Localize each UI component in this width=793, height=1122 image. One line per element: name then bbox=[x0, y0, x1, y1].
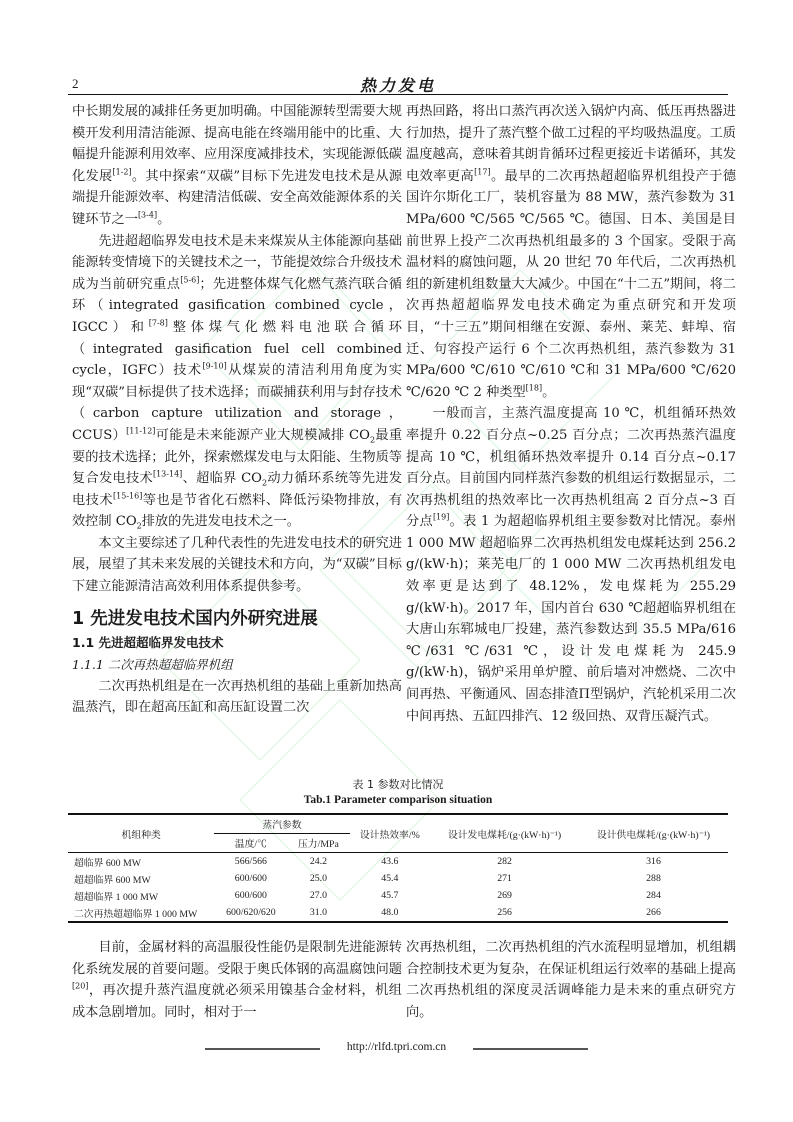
section-heading: 1 先进发电技术国内外研究进展 bbox=[72, 608, 318, 629]
table-caption-cn: 表 1 参数对比情况 bbox=[352, 778, 444, 791]
table-1 bbox=[68, 778, 728, 923]
table-row: 超超临界 600 MW 600/600 25.0 45.4 271 288 bbox=[74, 873, 661, 886]
parameter-table bbox=[68, 813, 728, 923]
subsection-heading: 1.1 先进超超临界发电技术 bbox=[72, 634, 224, 650]
citation-link[interactable]: [18] bbox=[525, 383, 543, 393]
header-pressure: 压力/MPa bbox=[287, 834, 349, 853]
citation-link[interactable]: [3-4] bbox=[137, 210, 158, 220]
left-column bbox=[72, 101, 402, 719]
table-caption-en: Tab.1 Parameter comparison situation bbox=[303, 794, 493, 806]
header-gen-coal: 设计发电煤耗/(g·(kW·h)⁻¹) bbox=[430, 814, 579, 853]
citation-link[interactable]: [11-12] bbox=[126, 426, 156, 436]
citation-link[interactable]: [15-16] bbox=[113, 491, 143, 501]
citation-link[interactable]: [1-2] bbox=[112, 167, 132, 177]
subsubsection-heading: 1.1.1 二次再热超超临界机组 bbox=[72, 656, 233, 672]
bottom-right-column bbox=[406, 937, 736, 1023]
paragraph: 中长期发展的减排任务更加明确。中国能源转型需要大规模开发利用清洁能源、提高电能在终端用能中的比重、大幅提升能源利用效率、应用深度减排技术，实现能源低碳化发展[1-2]。其中探索“双碳”目标下先进发电技术是从源端提升能源效率、构建清洁低碳、安全高效能源体系的关键环节之一[3-4]。 bbox=[72, 104, 403, 227]
citation-link[interactable]: [7-8] bbox=[148, 318, 168, 328]
paragraph: 二次再热机组是在一次再热机组的基础上重新加热高温蒸汽，即在超高压缸和高压缸设置二次 bbox=[72, 678, 402, 716]
header-supply-coal: 设计供电煤耗/(g·(kW·h)⁻¹) bbox=[579, 814, 728, 853]
page-footer bbox=[0, 1041, 793, 1057]
page-number: 2 bbox=[72, 76, 79, 91]
paragraph: 目前，金属材料的高温服役性能仍是限制先进能源转化系统发展的首要问题。受限于奥氏体钢的高温腐蚀问题[20]，再次提升蒸汽温度就必须采用镍基合金材料，机组成本急剧增加。同时，相对于一 bbox=[72, 940, 402, 1020]
bottom-left-column bbox=[72, 937, 402, 1023]
paragraph: 本文主要综述了几种代表性的先进发电技术的研究进展，展望了其未来发展的关键技术和方向，为“双碳”目标下建立能源清洁高效利用体系提供参考。 bbox=[72, 535, 402, 595]
citation-link[interactable]: [20] bbox=[72, 981, 89, 991]
page-header bbox=[68, 72, 728, 95]
citation-link[interactable]: [17] bbox=[474, 167, 491, 177]
header-unit-type: 机组种类 bbox=[68, 814, 214, 853]
table-row: 超超临界 1 000 MW 600/600 27.0 45.7 269 284 bbox=[74, 890, 661, 903]
footer-url-link[interactable]: http://rlfd.tpri.com.cn bbox=[346, 1041, 447, 1053]
header-efficiency: 设计热效率/% bbox=[350, 814, 431, 853]
table-row: 超临界 600 MW 566/566 24.2 43.6 282 316 bbox=[74, 856, 661, 869]
citation-link[interactable]: [13-14] bbox=[152, 469, 183, 479]
citation-link[interactable]: [19] bbox=[432, 512, 450, 522]
paragraph: 先进超超临界发电技术是未来煤炭从主体能源向基础能源转变情境下的关键技术之一，节能提效综合升级技术成为当前研究重点[5-6]；先进整体煤气化燃气蒸汽联合循环（integrated gasification combined cycle，IGCC）和[7-8]整体煤气化燃料电池联合循环（integrated gasification fuel cell combined cycle，IGFC）技术[9-10]从煤炭的清洁利用角度为实现“双碳”目标提供了技术选择；而碳捕获利用与封存技术（carbon capture utilization and storage，CCUS）[11-12]可能是未来能源产业大规模减排 $CO_2$最重要的技术选择；此外，探索燃煤发电与太阳能、生物质等复合发电技术[13-14]、超临界 $CO_2$动力循环系统等先进发电技术[15-16]等也是节省化石燃料、降低污染物排放，有效控制 $CO_2$排放的先进发电技术之一。 bbox=[72, 233, 403, 531]
paragraph: 再热回路，将出口蒸汽再次送入锅炉内高、低压再热器进行加热，提升了蒸汽整个做工过程的平均吸热温度。工质温度越高，意味着其朗肯循环过程更接近卡诺循环，其发电效率更高[17]。最早的二次再热超超临界机组投产于德国许尔斯化工厂，装机容量为 88 MW，蒸汽参数为 31 MPa/600 ℃/565 ℃/565 ℃。德国、日本、美国是目前世界上投产二次再热机组最多的 3 个国家。受限于高温材料的腐蚀问题，从 20 世纪 70 年代后，二次再热机组的新建机组数量大大减少。中国在“十二五”期间，将二次再热超超临界发电技术确定为重点研究和开发项目，“十三五”期间相继在安源、泰州、莱芜、蚌埠、宿迁、句容投产运行 6 个二次再热机组，蒸汽参数为 31 MPa/600 ℃/610 ℃/610 ℃和 31 MPa/600 ℃/620 ℃/620 ℃ 2 种类型[18]。 bbox=[406, 104, 737, 400]
table-row: 二次再热超超临界 1 000 MW 600/620/620 31.0 48.0 256 266 bbox=[68, 904, 728, 922]
header-steam-params: 蒸汽参数 bbox=[214, 814, 349, 834]
footer-rule-right bbox=[473, 1048, 588, 1050]
journal-name: 热力发电 bbox=[359, 76, 436, 95]
paragraph: 一般而言，主蒸汽温度提高 10 ℃，机组循环热效率提升 0.22 百分点~0.25 百分点；二次再热蒸汽温度提高 10 ℃，机组循环热效率提升 0.14 百分点~0.17 百分点。目前国内同样蒸汽参数的机组运行数据显示，二次再热机组的热效率比一次再热机组高 2 百分点~3 百分点[19]。表 1 为超超临界机组主要参数对比情况。泰州 1 000 MW 超超临界二次再热机组发电煤耗达到 256.2 g/(kW·h)；莱芜电厂的 1 000 MW 二次再热机组发电效率更是达到了 48.12%，发电煤耗为 255.29 g/(kW·h)。2017 年，国内首台 630 ℃超超临界机组在大唐山东郓城电厂投建，蒸汽参数达到 35.5 MPa/616 ℃/631 ℃/631 ℃，设计发电煤耗为 245.9 g/(kW·h)，锅炉采用单炉膛、前后墙对冲燃烧、二次中间再热、平衡通风、固态排渣Π型锅炉，汽轮机采用二次中间再热、五缸四排汽、12 级回热、双背压凝汽式。 bbox=[406, 406, 736, 724]
paragraph: 次再热机组，二次再热机组的汽水流程明显增加，机组耦合控制技术更为复杂，在保证机组运行效率的基础上提高二次再热机组的深度灵活调峰能力是未来的重点研究方向。 bbox=[406, 940, 736, 1020]
right-column bbox=[406, 101, 736, 727]
citation-link[interactable]: [5-6] bbox=[180, 275, 200, 285]
header-temperature: 温度/℃ bbox=[214, 834, 287, 853]
citation-link[interactable]: [9-10] bbox=[202, 361, 227, 371]
